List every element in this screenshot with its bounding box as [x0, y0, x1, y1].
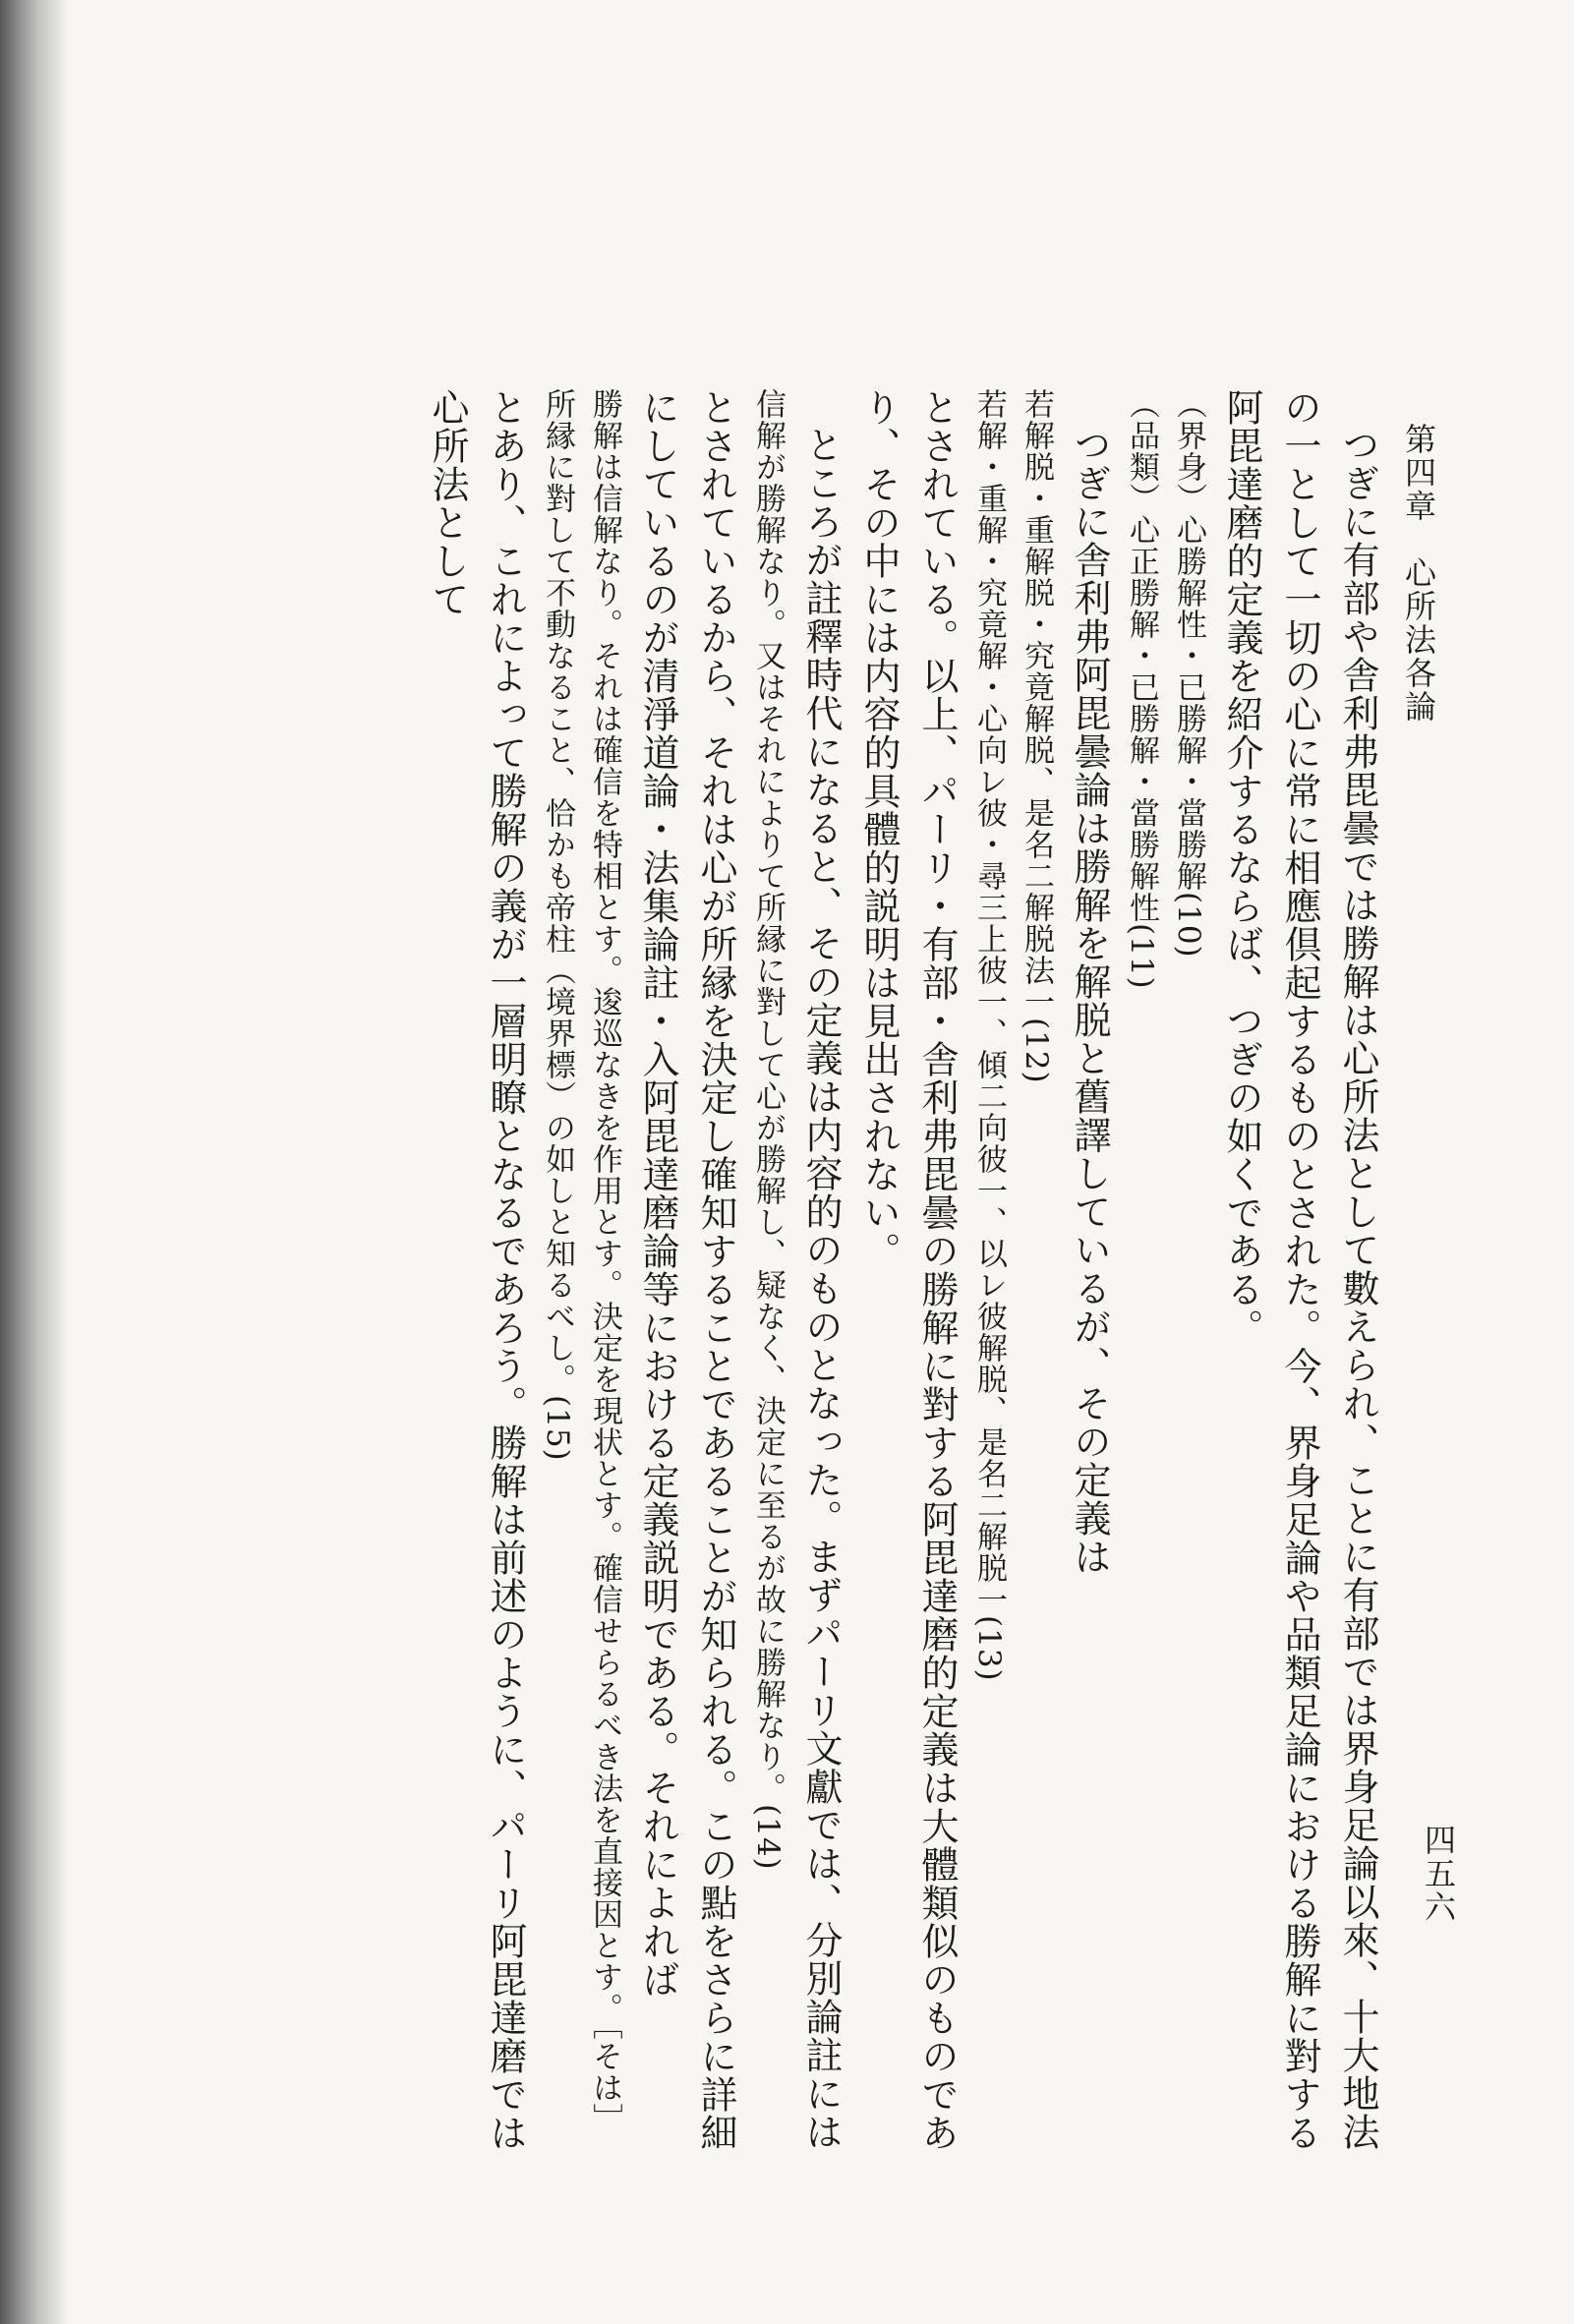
quotation: （品類）心正勝解・已勝解・當勝解性(11) — [1124, 388, 1159, 990]
page-number: 四五六 — [1420, 1824, 1457, 1924]
paragraph: ところが註釋時代になると、その定義は内容的のものとなった。まずパーリ文獻では、分別論註には — [799, 426, 843, 2151]
quotation: 勝解は信解なり。それは確信を特相とす。逡巡なきを作用とす。決定を現状とす。確信せらるべき法を直接因とす。［そは］所縁に對して不動なること、恰かも帝柱（境界標）の如しと知るべし。(15) — [540, 388, 622, 2135]
body-text — [138, 388, 1386, 2158]
quotation: 若解・重解・究竟解・心向レ彼・尋三上彼一、傾二向彼一、以レ彼解脱、是名二解脱一(13) — [971, 388, 1007, 1682]
paragraph: とあり、これによって勝解の義が一層明瞭となるであろう。勝解は前述のように、パーリ阿毘達磨では心所法として — [426, 388, 527, 2152]
quotation: 若解脱・重解脱・究竟解脱、是名二解脱法一(12) — [1019, 388, 1054, 1084]
quotation: （界身）心勝解性・已勝解・當勝解(10) — [1171, 388, 1206, 959]
paragraph: つぎに有部や舎利弗毘曇では勝解は心所法として數えられ、ことに有部では界身足論以來、十大地法の一として一切の心に常に相應倶起するものとされた。今、界身足論や品類足論における勝解に對する阿毘達磨的定義を紹介するならば、つぎの如くである。 — [1220, 388, 1379, 2152]
scan-edge-shadow — [0, 0, 69, 2324]
paragraph: とされている。以上、パーリ・有部・舎利弗毘曇の勝解に對する阿毘達磨的定義は大體類似のものであり、その中には内容的具體的説明は見出されない。 — [857, 388, 959, 2152]
quotation: 信解が勝解なり。又はそれによりて所縁に對して心が勝解し、疑なく、決定に至るが故に勝解なり。(14) — [750, 388, 786, 1871]
paragraph: とされているから、それは心が所縁を決定し確知することであることが知られる。この點をさらに詳細にしているのが清淨道論・法集論註・入阿毘達磨論等における定義説明である。それによれば — [636, 388, 737, 2152]
running-head: 第四章 心所法各論 — [1400, 423, 1437, 724]
paragraph: つぎに舎利弗阿毘曇論は勝解を解脱と舊譯しているが、その定義は — [1068, 426, 1111, 1576]
